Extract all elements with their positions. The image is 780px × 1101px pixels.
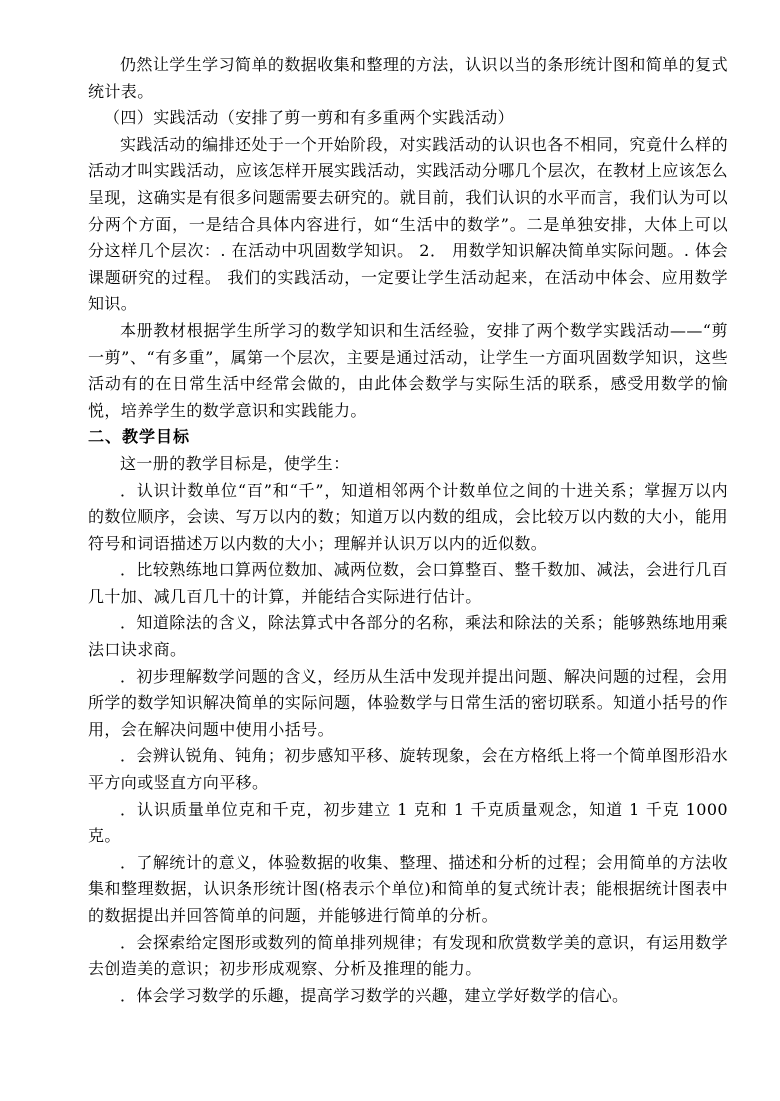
goal-item-5: ．会辨认锐角、钝角；初步感知平移、旋转现象，会在方格纸上将一个简单图形沿水平方向或竖直方向平移。 bbox=[88, 746, 728, 793]
goal-item-7: ．了解统计的意义，体验数据的收集、整理、描述和分析的过程；会用简单的方法收集和整理数据，认识条形统计图(格表示个单位)和简单的复式统计表；能根据统计图表中的数据提出并回答简单的问题，并能够进行简单的分析。 bbox=[88, 852, 728, 925]
practice-paragraph-1: 实践活动的编排还处于一个开始阶段，对实践活动的认识也各不相同，究竟什么样的活动才叫实践活动，应该怎样开展实践活动，实践活动分哪几个层次，在教材上应该怎么呈现，这确实是有很多问题需要去研究的。就目前，我们认识的水平而言，我们认为可以分两个方面，一是结合具体内容进行，如“生活中的数学”。二是单独安排，大体上可以分这样几个层次：. 在活动中巩固数学知识。 2． 用数学知识解决简单实际问题。. 体会课题研究的过程。 我们的实践活动，一定要让学生活动起来，在活动中体会、应用数学知识。 bbox=[88, 134, 728, 314]
subsection-heading: （四）实践活动（安排了剪一剪和有多重两个实践活动） bbox=[104, 108, 515, 128]
intro-paragraph: 仍然让学生学习简单的数据收集和整理的方法，认识以当的条形统计图和简单的复式统计表。 bbox=[88, 55, 728, 101]
goal-item-1: ．认识计数单位“百”和“千”，知道相邻两个计数单位之间的十进关系；掌握万以内的数位顺序，会读、写万以内的数；知道万以内数的组成，会比较万以内数的大小，能用符号和词语描述万以内数的大小；理解并认识万以内的近似数。 bbox=[88, 480, 728, 553]
practice-paragraph-2: 本册教材根据学生所学习的数学知识和生活经验，安排了两个数学实践活动——“剪一剪”、“有多重”，属第一个层次，主要是通过活动，让学生一方面巩固数学知识，这些活动有的在日常生活中经常会做的，由此体会数学与实际生活的联系，感受用数学的愉悦，培养学生的数学意识和实践能力。 bbox=[88, 320, 728, 420]
goals-intro: 这一册的教学目标是，使学生： bbox=[120, 453, 350, 473]
document-body bbox=[88, 52, 728, 1009]
goal-item-9: ．体会学习数学的乐趣，提高学习数学的兴趣，建立学好数学的信心。 bbox=[120, 985, 629, 1005]
section-heading: 二、教学目标 bbox=[88, 427, 191, 447]
goal-item-6: ．认识质量单位克和千克，初步建立 1 克和 1 千克质量观念，知道 1 千克 1000 克。 bbox=[88, 799, 728, 846]
goal-item-8: ．会探索给定图形或数列的简单排列规律；有发现和欣赏数学美的意识，有运用数学去创造美的意识；初步形成观察、分析及推理的能力。 bbox=[88, 932, 728, 979]
goal-item-3: ．知道除法的含义，除法算式中各部分的名称，乘法和除法的关系；能够熟练地用乘法口诀求商。 bbox=[88, 613, 728, 660]
goal-item-4: ．初步理解数学问题的含义，经历从生活中发现并提出问题、解决问题的过程，会用所学的数学知识解决简单的实际问题，体验数学与日常生活的密切联系。知道小括号的作用，会在解决问题中使用小括号。 bbox=[88, 666, 728, 739]
goal-item-2: ．比较熟练地口算两位数加、减两位数，会口算整百、整千数加、减法，会进行几百几十加、减几百几十的计算，并能结合实际进行估计。 bbox=[88, 560, 728, 606]
